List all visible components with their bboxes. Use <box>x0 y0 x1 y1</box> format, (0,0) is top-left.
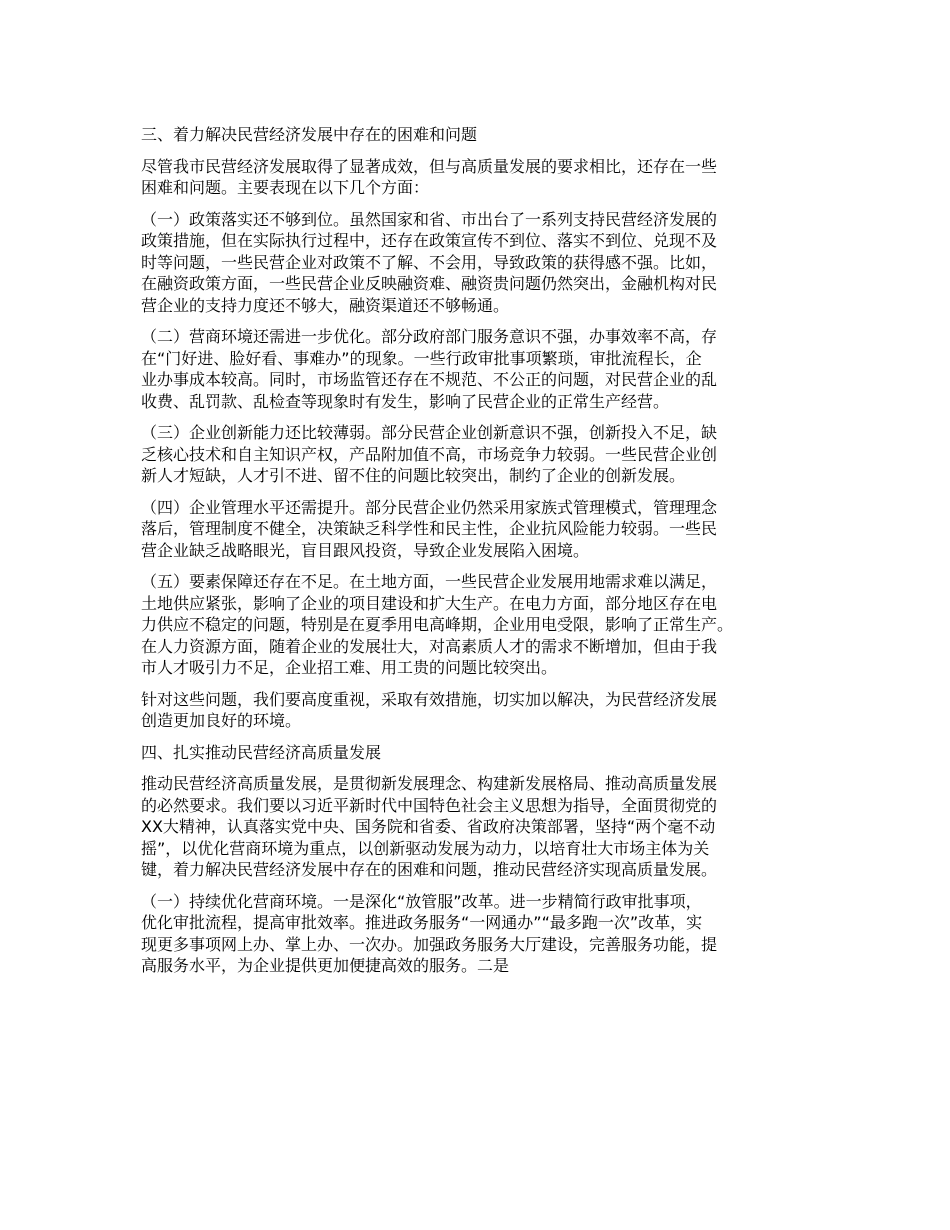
paragraph-intro: 尽管我市民营经济发展取得了显著成效，但与高质量发展的要求相比，还存在一些 困难和问题。主要表现在以下几个方面： <box>141 156 718 197</box>
paragraph-business-environment: （二）营商环境还需进一步优化。部分政府部门服务意识不强，办事效率不高，存 在“门好进、脸好看、事难办”的现象。一些行政审批事项繁琐，审批流程长，企 业办事成本较高。同时，市场监管还存在不规范、不公正的问题，对民营企业的乱 收费、乱罚款、乱检查等现象时有发生，影响了民营企业的正常生产经营。 <box>141 327 718 411</box>
paragraph-optimize-environment: （一）持续优化营商环境。一是深化“放管服”改革。进一步精简行政审批事项， 优化审批流程，提高审批效率。推进政务服务“一网通办”“最多跑一次”改革，实 现更多事项网上办、掌上办、一次办。加强政务服务大厅建设，完善服务功能，提 高服务水平，为企业提供更加便捷高效的服务。二是 <box>141 891 718 975</box>
paragraph-resources: （五）要素保障还存在不足。在土地方面，一些民营企业发展用地需求难以满足， 土地供应紧张，影响了企业的项目建设和扩大生产。在电力方面，部分地区存在电 力供应不稳定的问题，特别是在夏季用电高峰期，企业用电受限，影响了正常生产。 在人力资源方面，随着企业的发展壮大，对高素质人才的需求不断增加，但由于我 市人才吸引力不足，企业招工难、用工贵的问题比较突出。 <box>141 572 734 677</box>
paragraph-innovation: （三）企业创新能力还比较薄弱。部分民营企业创新意识不强，创新投入不足，缺 乏核心技术和自主知识产权，产品附加值不高，市场竞争力较弱。一些民营企业创 新人才短缺，人才引不进、留不住的问题比较突出，制约了企业的创新发展。 <box>141 423 718 485</box>
paragraph-response: 针对这些问题，我们要高度重视，采取有效措施，切实加以解决，为民营经济发展 创造更加良好的环境。 <box>141 689 718 730</box>
paragraph-policy: （一）政策落实还不够到位。虽然国家和省、市出台了一系列支持民营经济发展的 政策措施，但在实际执行过程中，还存在政策宣传不到位、落实不到位、兑现不及 时等问题，一些民营企业对政策不了解、不会用，导致政策的获得感不强。比如， 在融资政策方面，一些民营企业反映融资难、融资贵问题仍然突出，金融机构对民 营企业的支持力度还不够大，融资渠道还不够畅通。 <box>141 209 718 315</box>
document-page <box>141 124 821 987</box>
section-heading-3: 三、着力解决民营经济发展中存在的困难和问题 <box>141 125 478 144</box>
paragraph-high-quality: 推动民营经济高质量发展，是贯彻新发展理念、构建新发展格局、推动高质量发展 的必然要求。我们要以习近平新时代中国特色社会主义思想为指导，全面贯彻党的 XX大精神，认真落实党中央、国务院和省委、省政府决策部署，坚持“两个毫不动 摇”，以优化营商环境为重点，以创新驱动发展为动力，以培育壮大市场主体为关 键，着力解决民营经济发展中存在的困难和问题，推动民营经济实现高质量发展。 <box>141 774 718 879</box>
paragraph-management: （四）企业管理水平还需提升。部分民营企业仍然采用家族式管理模式，管理理念 落后，管理制度不健全，决策缺乏科学性和民主性，企业抗风险能力较弱。一些民 营企业缺乏战略眼光，盲目跟风投资，导致企业发展陷入困境。 <box>141 497 718 560</box>
section-heading-4: 四、扎实推动民营经济高质量发展 <box>141 742 382 762</box>
